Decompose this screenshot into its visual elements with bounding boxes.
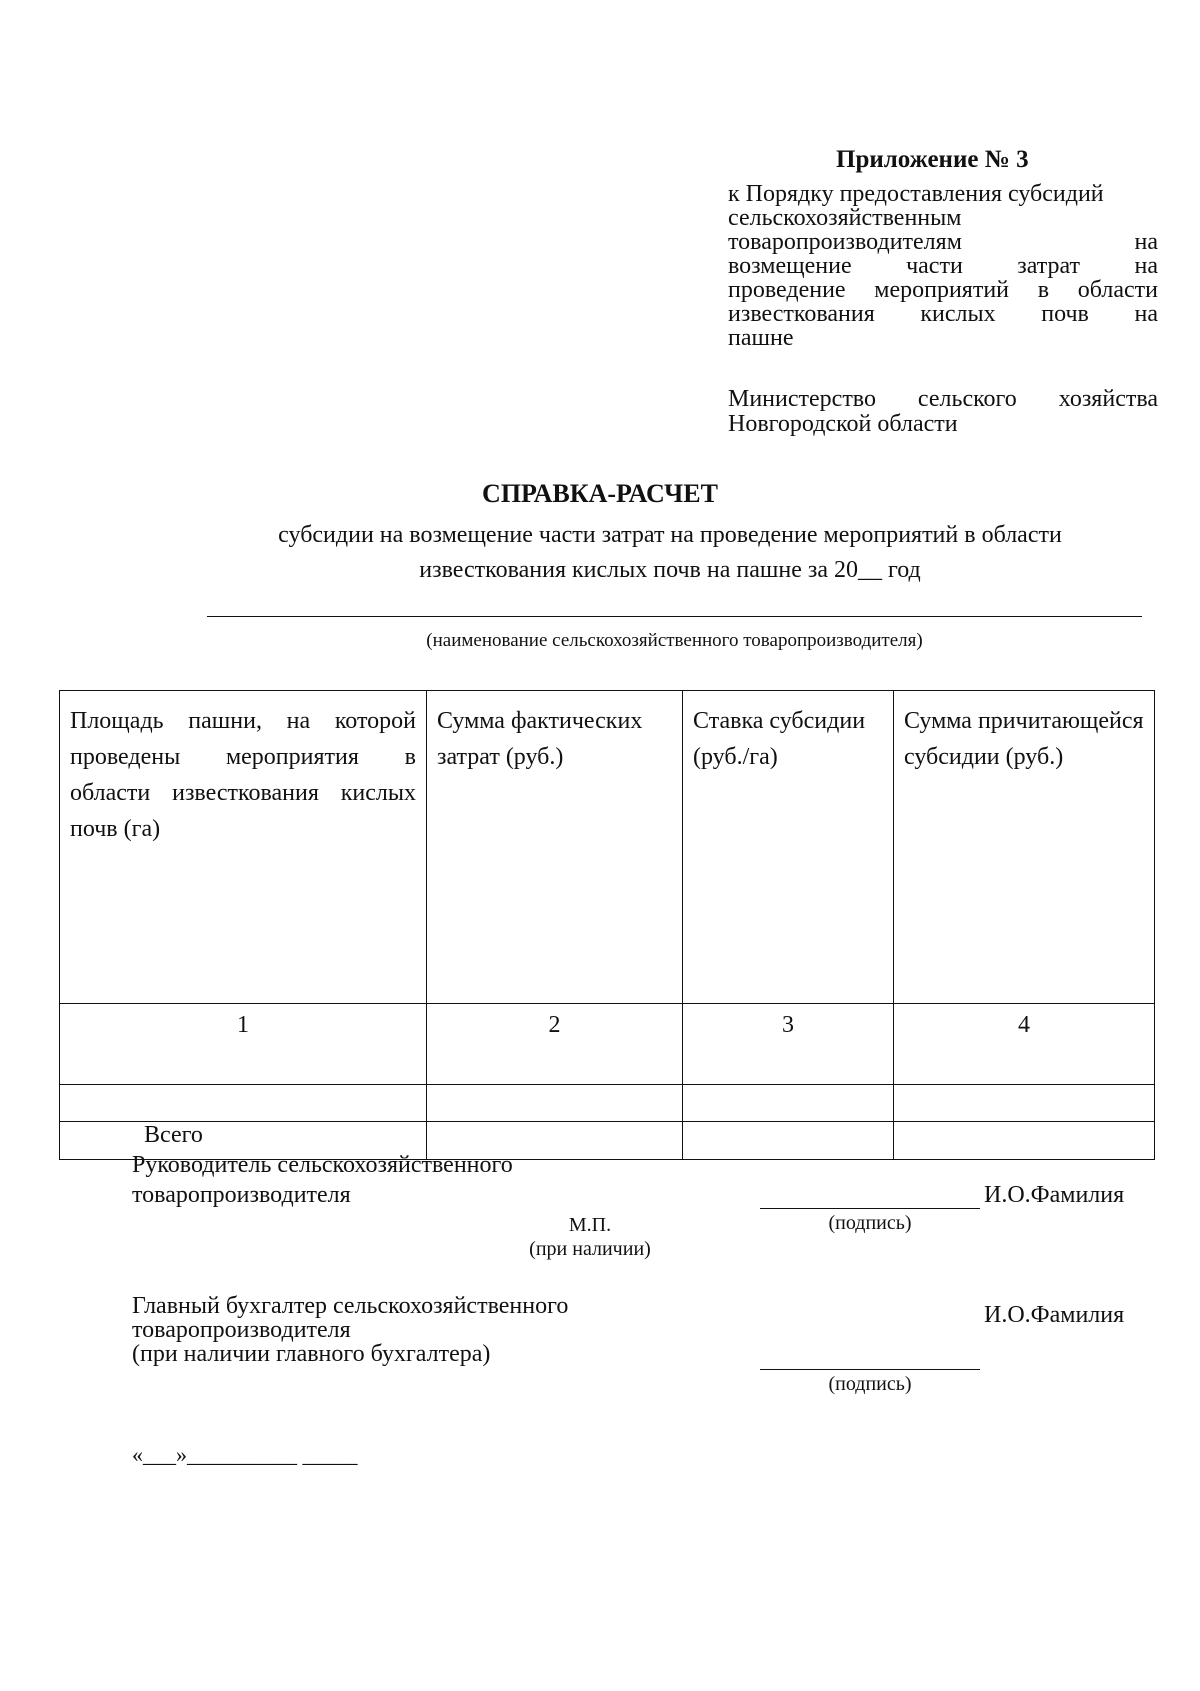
total-label: Всего (60, 1122, 427, 1160)
accountant-name: И.О.Фамилия (984, 1302, 1125, 1328)
calculation-table (59, 690, 1155, 1160)
appendix-line: пашне (728, 325, 794, 351)
stamp-label: М.П. (568, 1214, 612, 1236)
table-cell (427, 1085, 683, 1122)
ministry-name: Министерство сельского хозяйства Новгородской области (728, 386, 1158, 437)
appendix-line: товаропроизводителям на (728, 229, 1158, 255)
appendix-line: сельскохозяйственным (728, 205, 962, 231)
appendix-line: возмещение части затрат на (728, 253, 1158, 279)
table-cell (683, 1085, 894, 1122)
appendix-line: проведение мероприятий в области (728, 277, 1158, 303)
appendix-line: известкования кислых почв на (728, 301, 1158, 327)
head-signature-caption: (подпись) (828, 1212, 912, 1234)
producer-name-line (207, 616, 1142, 617)
appendix-line: к Порядку предоставления субсидий (728, 181, 1104, 207)
appendix-title: Приложение № 3 (836, 146, 1029, 173)
subtitle-line-2: известкования кислых почв на пашне за 20__ год (419, 557, 921, 583)
header-actual-costs: Сумма фактических затрат (руб.) (427, 691, 683, 1004)
column-number: 2 (427, 1004, 683, 1085)
table-cell (60, 1085, 427, 1122)
column-number-row (60, 1004, 1155, 1085)
accountant-signature-caption: (подпись) (828, 1373, 912, 1395)
column-number: 3 (683, 1004, 894, 1085)
producer-name-caption: (наименование сельскохозяйственного товаропроизводителя) (426, 630, 923, 651)
header-subsidy-rate: Ставка субсидии (руб./га) (683, 691, 894, 1004)
accountant-title-line: товаропроизводителя (132, 1317, 351, 1343)
table-cell (683, 1122, 894, 1160)
head-signature-line (760, 1208, 980, 1209)
accountant-title-line: (при наличии главного бухгалтера) (132, 1341, 491, 1367)
appendix-reference (728, 182, 1158, 350)
accountant-title (132, 1294, 568, 1366)
date-field: «___»__________ _____ (132, 1442, 358, 1467)
table-cell (894, 1122, 1155, 1160)
column-number: 4 (894, 1004, 1155, 1085)
accountant-signature-line (760, 1369, 980, 1370)
table-row (60, 1085, 1155, 1122)
head-title-line: Руководитель сельскохозяйственного (132, 1152, 513, 1178)
accountant-title-line: Главный бухгалтер сельскохозяйственного (132, 1293, 569, 1319)
stamp-note: (при наличии) (529, 1238, 651, 1260)
header-area: Площадь пашни, на которой проведены мероприятия в области известкования кислых почв (га) (60, 691, 427, 1004)
document-subtitle (190, 518, 1150, 588)
header-subsidy-amount: Сумма причитающейся субсидии (руб.) (894, 691, 1155, 1004)
document-title: СПРАВКА-РАСЧЕТ (482, 479, 718, 508)
table-cell (894, 1085, 1155, 1122)
head-title-line: товаропроизводителя (132, 1182, 351, 1208)
table-header-row (60, 691, 1155, 1004)
column-number: 1 (60, 1004, 427, 1085)
head-title (132, 1150, 513, 1210)
subtitle-line-1: субсидии на возмещение части затрат на проведение мероприятий в области (278, 522, 1062, 548)
head-name: И.О.Фамилия (984, 1182, 1125, 1208)
